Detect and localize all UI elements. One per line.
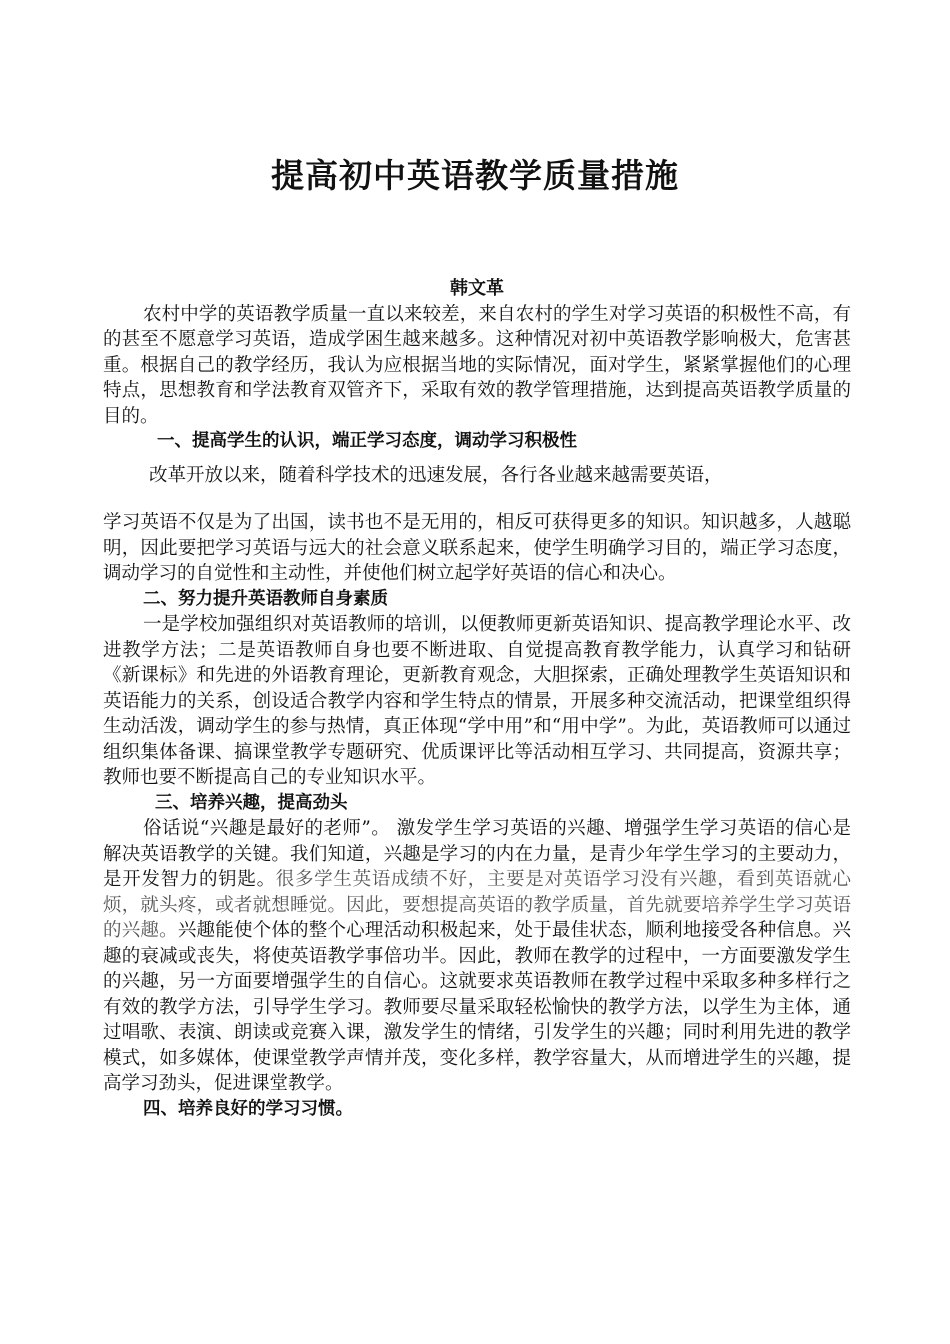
section-4-heading: 四、培养良好的学习习惯。 [143,1098,353,1119]
section-3-paragraph [103,816,851,1097]
section-3-text-a: 俗话说“兴趣是最好的老师”。 激发学生学习英语的兴趣、增强学生学习英语的信心是解决英语教学的关键。我们知道，兴趣是学习的内在力量，是青少年学生学习的主要动力，是开发智力的钥匙。 [103,818,851,890]
section-1-heading: 一、提高学生的认识，端正学习态度，调动学习积极性 [157,431,577,451]
intro-paragraph: 农村中学的英语教学质量一直以来较差，来自农村的学生对学习英语的积极性不高，有的甚至不愿意学习英语，造成学困生越来越多。这种情况对初中英语教学影响极大，危害甚重。根据自己的教学经历，我认为应根据当地的实际情况，面对学生，紧紧掌握他们的心理特点，思想教育和学法教育双管齐下，采取有效的教学管理措施，达到提高英语教学质量的目的。 [103,303,851,427]
author-name: 韩文革 [450,278,504,299]
section-3-text-c: 兴趣能使个体的整个心理活动积极起来，处于最佳状态，顺利地接受各种信息。兴趣的衰减或丧失，将使英语教学事倍功半。因此，教师在教学的过程中，一方面要激发学生的兴趣，另一方面要增强学生的自信心。这就要求英语教师在教学过程中采取多种多样行之有效的教学方法，引导学生学习。教师要尽量采取轻松愉快的教学方法，以学生为主体，通过唱歌、表演、朗读或竞赛入课，激发学生的情绪，引发学生的兴趣；同时利用先进的教学模式，如多媒体，使课堂教学声情并茂，变化多样，教学容量大，从而增进学生的兴趣，提高学习劲头，促进课堂教学。 [103,920,851,1094]
section-2-paragraph: 一是学校加强组织对英语教师的培训，以便教师更新英语知识、提高教学理论水平、改进教学方法；二是英语教师自身也要不断进取、自觉提高教育教学能力，认真学习和钻研《新课标》和先进的外语教育理论，更新教育观念，大胆探索，正确处理教学生英语知识和英语能力的关系，创设适合教学内容和学生特点的情景，开展多种交流活动，把课堂组织得生动活泼，调动学生的参与热情，真正体现“学中用”和“用中学”。为此，英语教师可以通过组织集体备课、搞课堂教学专题研究、优质课评比等活动相互学习、共同提高，资源共享；教师也要不断提高自己的专业知识水平。 [103,614,851,788]
section-3-heading: 三、培养兴趣，提高劲头 [155,792,348,813]
document-title: 提高初中英语教学质量措施 [271,156,679,195]
section-3-text-b: 很多学生英语成绩不好，主要是对英语学习没有兴趣，看到英语就心烦，就头疼，或者就想睡觉。因此，要想提高英语的教学质量，首先就要培养学生学习英语的兴趣。 [103,869,851,941]
section-2-heading: 二、努力提升英语教师自身素质 [143,588,388,609]
section-1-paragraph: 学习英语不仅是为了出国，读书也不是无用的，相反可获得更多的知识。知识越多，人越聪明，因此要把学习英语与远大的社会意义联系起来，使学生明确学习目的，端正学习态度，调动学习的自觉性和主动性，并使他们树立起学好英语的信心和决心。 [103,512,851,584]
section-1-lead: 改革开放以来，随着科学技术的迅速发展，各行各业越来越需要英语， [149,464,723,486]
document-body [103,276,851,1122]
